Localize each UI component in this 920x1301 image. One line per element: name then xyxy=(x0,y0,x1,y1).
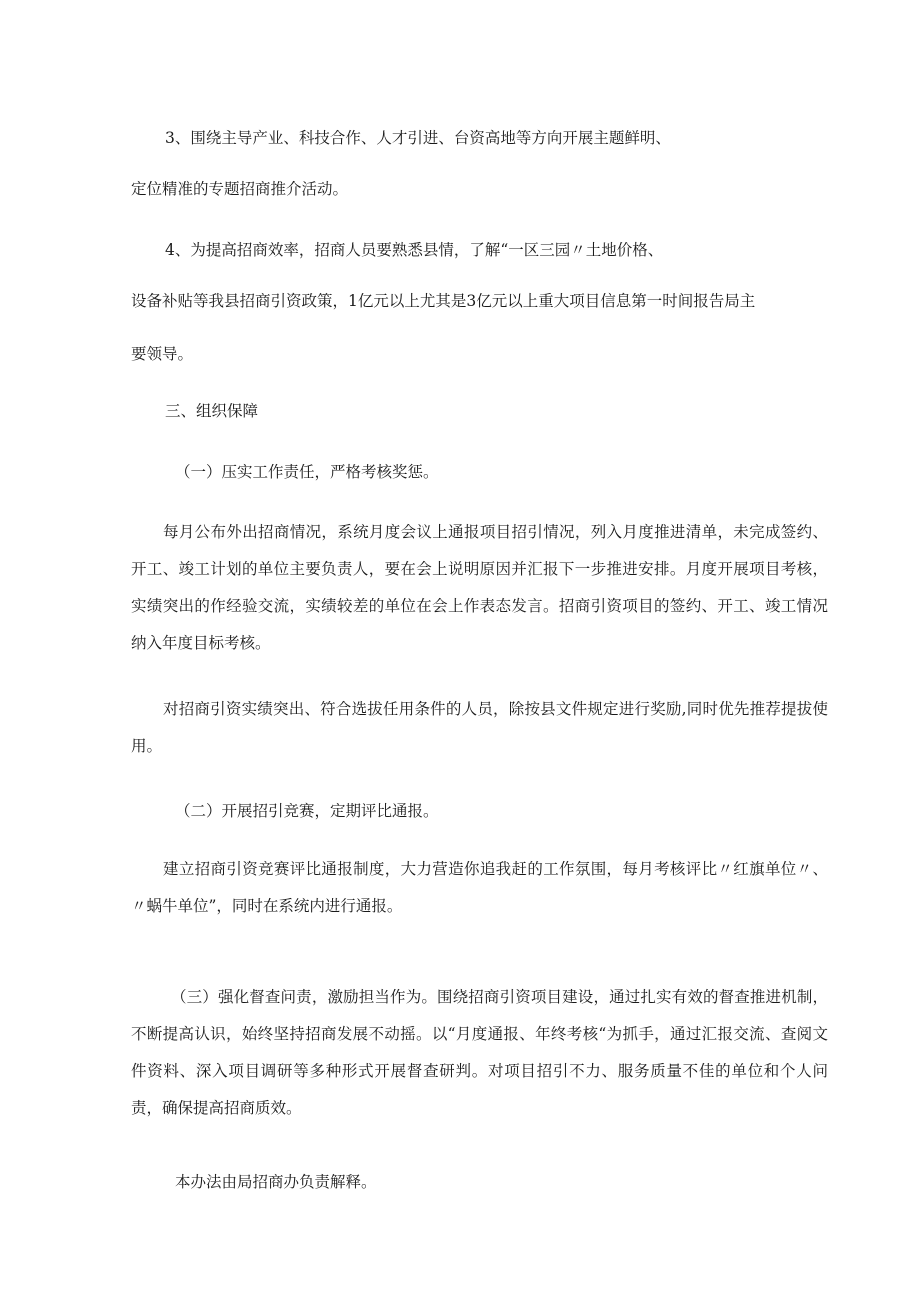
sub3-paragraph: （三）强化督查问责，激励担当作为。围绕招商引资项目建设，通过扎实有效的督查推进机制，不断提高认识，始终坚持招商发展不动摇。以“月度通报、年终考核“为抓手，通过汇报交流、查阅文件资料、深入项目调研等多种形式开展督查研判。对项目招引不力、服务质量不佳的单位和个人问责，确保提高招商质效。 xyxy=(131,988,828,1117)
item4-line1: 4、为提高招商效率，招商人员要熟悉县情，了解“一区三园〃土地价格、 xyxy=(165,241,664,259)
item3-line1: 3、围绕主导产业、科技合作、人才引进、台资高地等方向开展主题鲜明、 xyxy=(165,129,671,147)
section3-heading: 三、组织保障 xyxy=(165,402,259,420)
sub2-heading: （二）开展招引竞赛，定期评比通报。 xyxy=(175,802,439,820)
sub1-paragraph1: 每月公布外出招商情况，系统月度会议上通报项目招引情况，列入月度推进清单，未完成签约、开工、竣工计划的单位主要负责人，要在会上说明原因并汇报下一步推进安排。月度开展项目考核，实绩突出的作经验交流，实绩较差的单位在会上作表态发言。招商引资项目的签约、开工、竣工情况纳入年度目标考核。 xyxy=(131,523,828,652)
closing-statement: 本办法由局招商办负责解释。 xyxy=(175,1173,377,1191)
sub1-heading: （一）压实工作责任，严格考核奖惩。 xyxy=(175,463,439,481)
item4-line3: 要领导。 xyxy=(131,345,194,363)
sub1-paragraph2: 对招商引资实绩突出、符合选拔任用条件的人员，除按县文件规定进行奖励,同时优先推荐提拔使用。 xyxy=(131,700,828,755)
item3-line2: 定位精准的专题招商推介活动。 xyxy=(131,180,349,198)
sub2-paragraph1: 建立招商引资竞赛评比通报制度，大力营造你追我赶的工作氛围，每月考核评比〃红旗单位〃、〃蜗牛单位”，同时在系统内进行通报。 xyxy=(131,860,828,915)
item4-line2: 设备补贴等我县招商引资政策，1亿元以上尤其是3亿元以上重大项目信息第一时间报告局主 xyxy=(131,292,756,310)
